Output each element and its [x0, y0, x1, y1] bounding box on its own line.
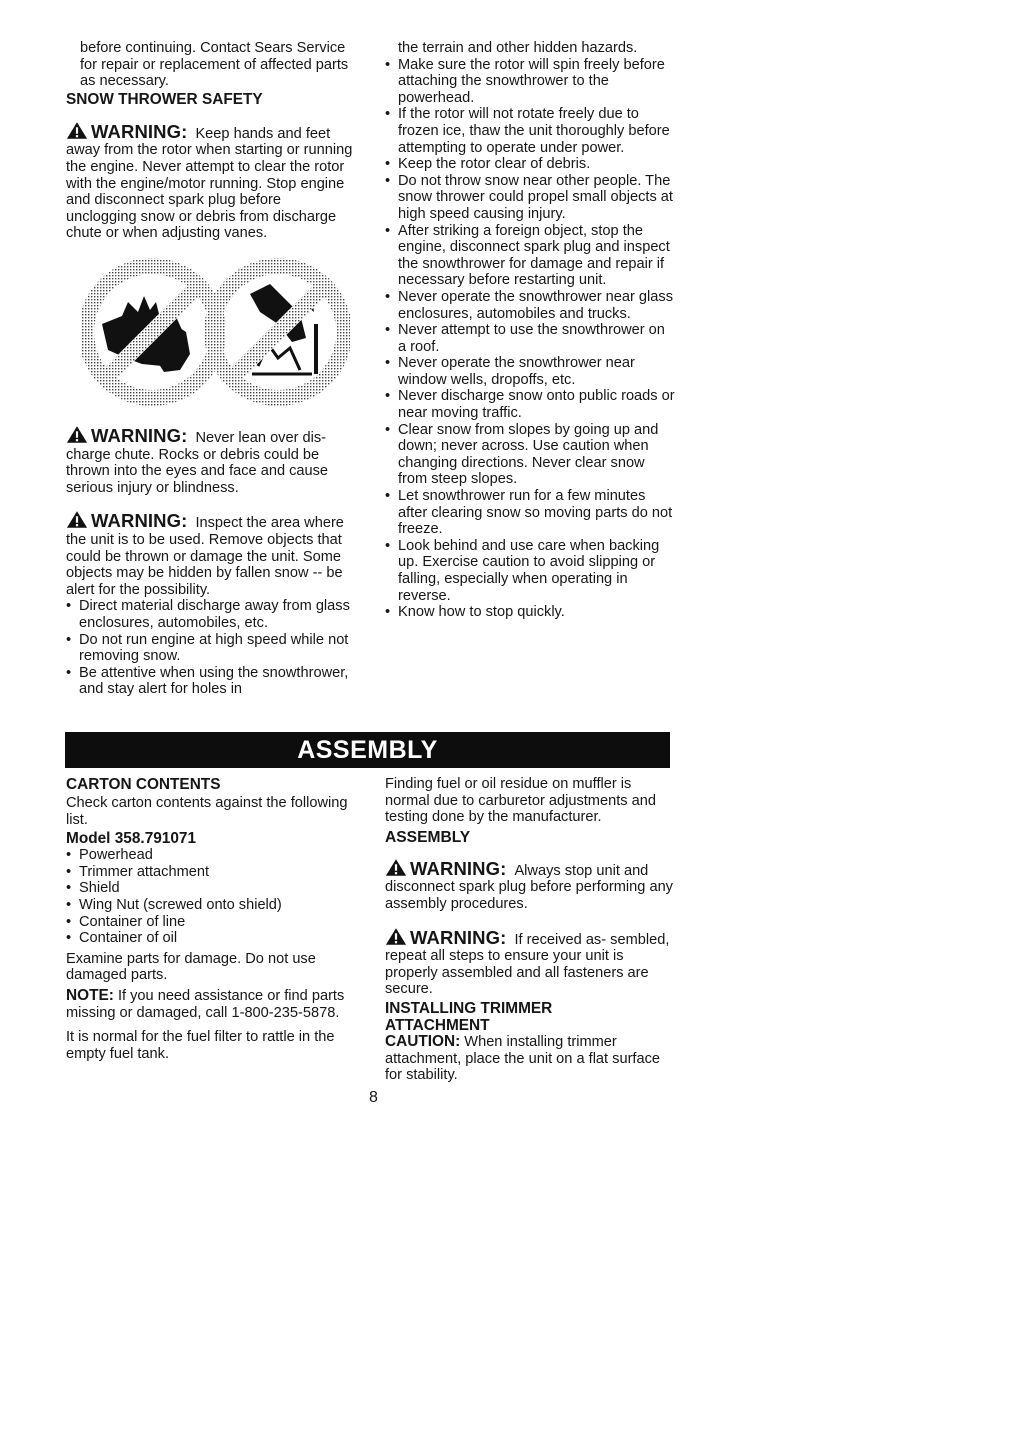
warning-label: WARNING:: [410, 857, 507, 879]
note-label: NOTE:: [66, 986, 114, 1004]
examine-text: Examine parts for damage. Do not use damaged parts.: [66, 950, 316, 984]
assembly-banner: ASSEMBLY: [65, 732, 670, 768]
prohibition-illustration: [82, 254, 350, 410]
warning-text: feet away from the rotor when starting or running the engine. Never attempt to clear the rotor with the engine/motor running. Stop engine and disconnect spark plug before unclogging snow or debris from discharge chute or when adjusting vanes.: [66, 125, 353, 242]
warning-text: Always stop unit: [514, 862, 620, 879]
carton-item-list: [66, 847, 353, 947]
list-item: • Know how to stop quickly.: [385, 604, 675, 621]
warning-text: where the unit is to be used. Remove objects that could be thrown or damage the unit. Some objects may be hidden by fallen snow -- be alert for the possibility.: [66, 515, 344, 598]
list-item: • Keep the rotor clear of debris.: [385, 156, 675, 173]
list-item: • Never attempt to use the snowthrower on a roof.: [385, 322, 675, 355]
left-column-warnings: [66, 425, 353, 698]
warning-label: WARNING:: [91, 425, 188, 446]
safety-bullet-list: [385, 57, 675, 621]
warning-label: WARNING:: [91, 120, 188, 142]
warning-triangle-icon: [66, 425, 88, 444]
continuation-text: the terrain and other hidden hazards.: [398, 40, 638, 56]
list-item: • Container of oil: [66, 930, 353, 947]
list-item: • Container of line: [66, 914, 353, 931]
note-paragraph: [66, 988, 353, 1021]
warning-hands: [66, 121, 353, 242]
list-item: • Wing Nut (screwed onto shield): [66, 897, 353, 914]
list-item: • Powerhead: [66, 847, 353, 864]
warning-label: WARNING:: [91, 510, 188, 532]
fuel-residue-text: Finding fuel or oil residue on muffler is normal due to carburetor adjustments and testing done by the manufacturer.: [385, 776, 656, 826]
model-heading: Model 358.791071: [66, 830, 197, 848]
list-item: • After striking a foreign object, stop the engine, disconnect spark plug and inspect the snowthrower for damage and repair if necessary before restarting unit.: [385, 223, 675, 289]
warning-inspect: [66, 510, 353, 598]
right-column-top: [385, 40, 675, 621]
warning-text: Keep hands and: [195, 125, 302, 142]
list-item: • Clear snow from slopes by going up and down; never across. Use caution when changing directions. Never clear snow from steep slopes.: [385, 422, 675, 488]
assembly-heading: ASSEMBLY: [385, 828, 471, 846]
intro-text: before continuing. Contact Sears Service for repair or replacement of affected parts as necessary.: [80, 40, 349, 90]
snow-thrower-safety-heading: SNOW THROWER SAFETY: [66, 90, 263, 108]
carton-text: Check carton contents against the following list.: [66, 795, 348, 828]
warning-text: charge chute. Rocks or debris could be thrown into the eyes and face and cause serious injury or blindness.: [66, 446, 329, 496]
warning-text: Never lean over dis-: [195, 430, 327, 446]
list-item: • Do not throw snow near other people. The snow thrower could propel small objects at high speed causing injury.: [385, 173, 675, 223]
warning-triangle-icon: [385, 927, 407, 946]
fuel-filter-text: It is normal for the fuel filter to rattle in the empty fuel tank.: [66, 1029, 335, 1062]
warning-text: and disconnect spark plug before performing any assembly procedures.: [385, 862, 673, 912]
list-item: • Look behind and use care when backing up. Exercise caution to avoid slipping or falling, especially when operating in reverse.: [385, 538, 675, 604]
list-item: • Do not run engine at high speed while not removing snow.: [66, 632, 353, 665]
warning-text: If received as-: [514, 931, 607, 948]
safety-bullet-list: [66, 598, 353, 698]
warning-received-assembled: [385, 927, 675, 998]
left-column-top: [66, 40, 353, 242]
warning-text: sembled, repeat all steps to ensure your unit is properly assembled and all fasteners are secure.: [385, 931, 670, 998]
list-item: • Let snowthrower run for a few minutes after clearing snow so moving parts do not freeze.: [385, 488, 675, 538]
right-column-bottom: [385, 776, 675, 1084]
caution-text: When installing trimmer attachment, place the unit on a flat surface for stability.: [385, 1033, 661, 1084]
list-item: • If the rotor will not rotate freely due to frozen ice, thaw the unit thoroughly before attempting to operate under power.: [385, 106, 675, 156]
no-hands-symbol: [86, 266, 218, 398]
page-number: 8: [369, 1089, 378, 1106]
list-item: • Make sure the rotor will spin freely before attaching the snowthrower to the powerhead.: [385, 57, 675, 107]
note-text: If you need assistance or find parts missing or damaged, call 1-800-235-5878.: [66, 987, 345, 1021]
warning-triangle-icon: [66, 121, 88, 140]
carton-contents-heading: CARTON CONTENTS: [66, 776, 221, 793]
warning-triangle-icon: [66, 510, 88, 529]
warning-chute: [66, 425, 353, 496]
warning-triangle-icon: [385, 858, 407, 877]
caution-paragraph: [385, 1034, 675, 1084]
list-item: • Never operate the snowthrower near glass enclosures, automobiles and trucks.: [385, 289, 675, 322]
warning-stop-unit: [385, 858, 675, 913]
installing-trimmer-heading: INSTALLING TRIMMER ATTACHMENT: [385, 999, 553, 1034]
list-item: • Never operate the snowthrower near window wells, dropoffs, etc.: [385, 355, 675, 388]
warning-text: Inspect the area: [195, 515, 301, 532]
list-item: • Never discharge snow onto public roads or near moving traffic.: [385, 388, 675, 421]
list-item: • Be attentive when using the snowthrower, and stay alert for holes in: [66, 665, 353, 698]
warning-label: WARNING:: [410, 926, 507, 948]
list-item: • Direct material discharge away from glass enclosures, automobiles, etc.: [66, 598, 353, 631]
list-item: • Trimmer attachment: [66, 864, 353, 881]
list-item: • Shield: [66, 880, 353, 897]
no-rotor-contact-symbol: [212, 266, 344, 398]
caution-label: CAUTION:: [385, 1032, 461, 1050]
left-column-bottom: [66, 776, 353, 1062]
